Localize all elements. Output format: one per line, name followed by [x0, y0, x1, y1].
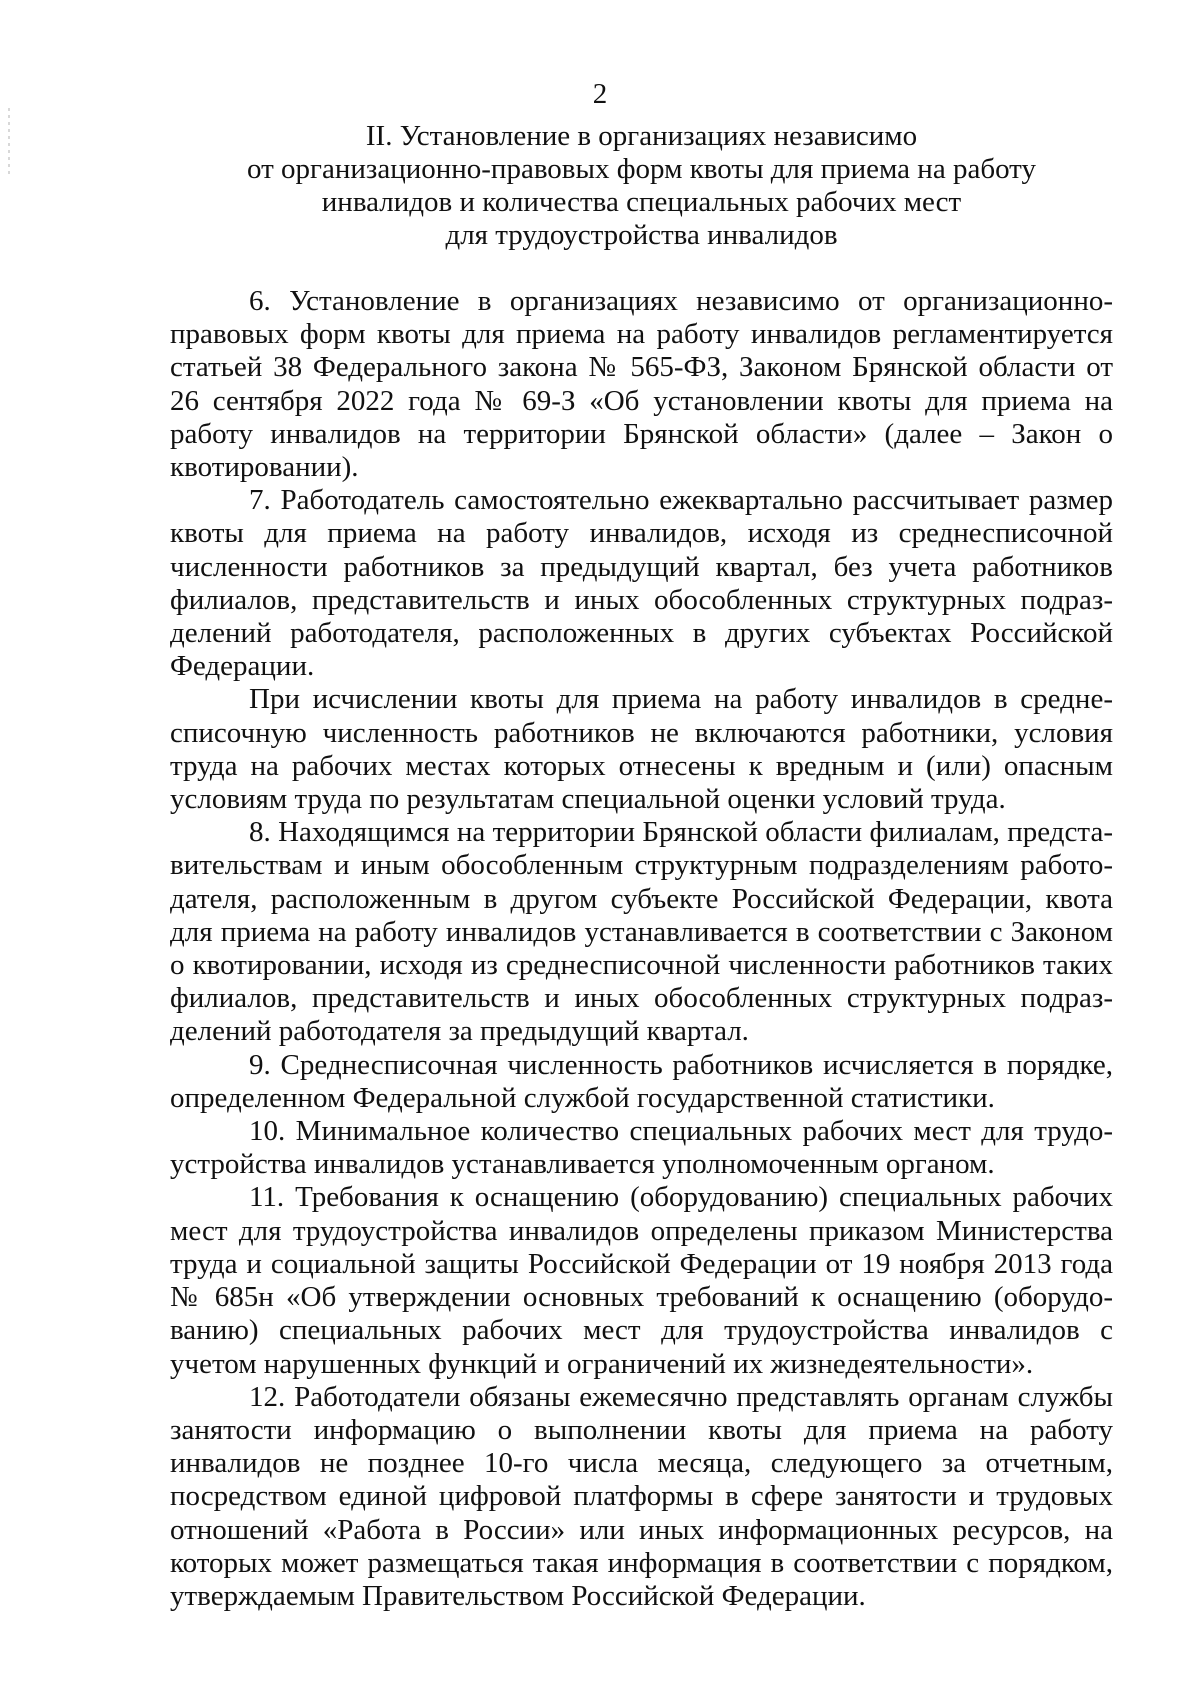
paragraph-9: 9. Среднесписочная численность работников исчисляется в порядке, определенном Федеральной службой государственной статистики.	[170, 1048, 1113, 1114]
section-title-line: II. Установление в организациях независимо	[365, 120, 918, 152]
paragraph-12: 12. Работодатели обязаны ежемесячно представлять органам службы занятости информацию о выполнении квоты для приема на работу инвалидов не позднее 10-го числа месяца, следующего за отчетным, посредством единой цифровой платформы в сфере занятости и трудовых отношений «Работа в России» или иных информационных ресурсов, на которых может размещаться такая информация в соответствии с порядком, утверждаемым Правительством Российской Федерации.	[170, 1380, 1113, 1612]
paragraph-6: 6. Установление в организациях независимо от организационно-правовых форм квоты для приема на работу инвалидов регламентируется статьей 38 Федерального закона № 565-ФЗ, Законом Брянской области от 26 сентября 2022 года № 69-З «Об установлении квоты для приема на работу инвалидов на территории Брянской области» (далее – Закон о квотировании).	[170, 285, 1113, 484]
paragraph-11: 11. Требования к оснащению (оборудованию) специальных рабочих мест для трудоустройства инвалидов определены приказом Министерства труда и социальной защиты Российской Федерации от 19 ноября 2013 года № 685н «Об утверждении основных требований к оснащению (оборудованию) специальных рабочих мест для трудоустройства инвалидов с учетом нарушенных функций и ограничений их жизнедеятельности».	[170, 1181, 1113, 1380]
paragraph-10: 10. Минимальное количество специальных рабочих мест для трудоустройства инвалидов устанавливается уполномоченным органом.	[170, 1115, 1113, 1181]
section-title-line: инвалидов и количества специальных рабочих мест	[321, 186, 962, 218]
section-title	[170, 120, 1113, 252]
paragraph-7-continued: При исчислении квоты для приема на работу инвалидов в среднесписочную численность работников не включаются работники, условия труда на рабочих местах которых отнесены к вредным и (или) опасным условиям труда по результатам специальной оценки условий труда.	[170, 683, 1113, 816]
paragraph-7: 7. Работодатель самостоятельно ежеквартально рассчитывает размер квоты для приема на работу инвалидов, исходя из среднесписочной численности работников за предыдущий квартал, без учета работников филиалов, представительств и иных обособленных структурных подразделений работодателя, расположенных в других субъектах Российской Федерации.	[170, 484, 1113, 683]
section-title-line: для трудоустройства инвалидов	[445, 219, 838, 251]
scan-edge-mark	[8, 108, 10, 178]
section-title-line: от организационно-правовых форм квоты для приема на работу	[247, 153, 1036, 185]
page-number: 2	[592, 78, 608, 110]
paragraph-8: 8. Находящимся на территории Брянской области филиалам, представительствам и иным обособленным структурным подразделениям работодателя, расположенным в другом субъекте Российской Федерации, квота для приема на работу инвалидов устанавливается в соответствии с Законом о квотировании, исходя из среднесписочной численности работников таких филиалов, представительств и иных обособленных структурных подразделений работодателя за предыдущий квартал.	[170, 816, 1113, 1048]
document-body	[170, 285, 1113, 1613]
